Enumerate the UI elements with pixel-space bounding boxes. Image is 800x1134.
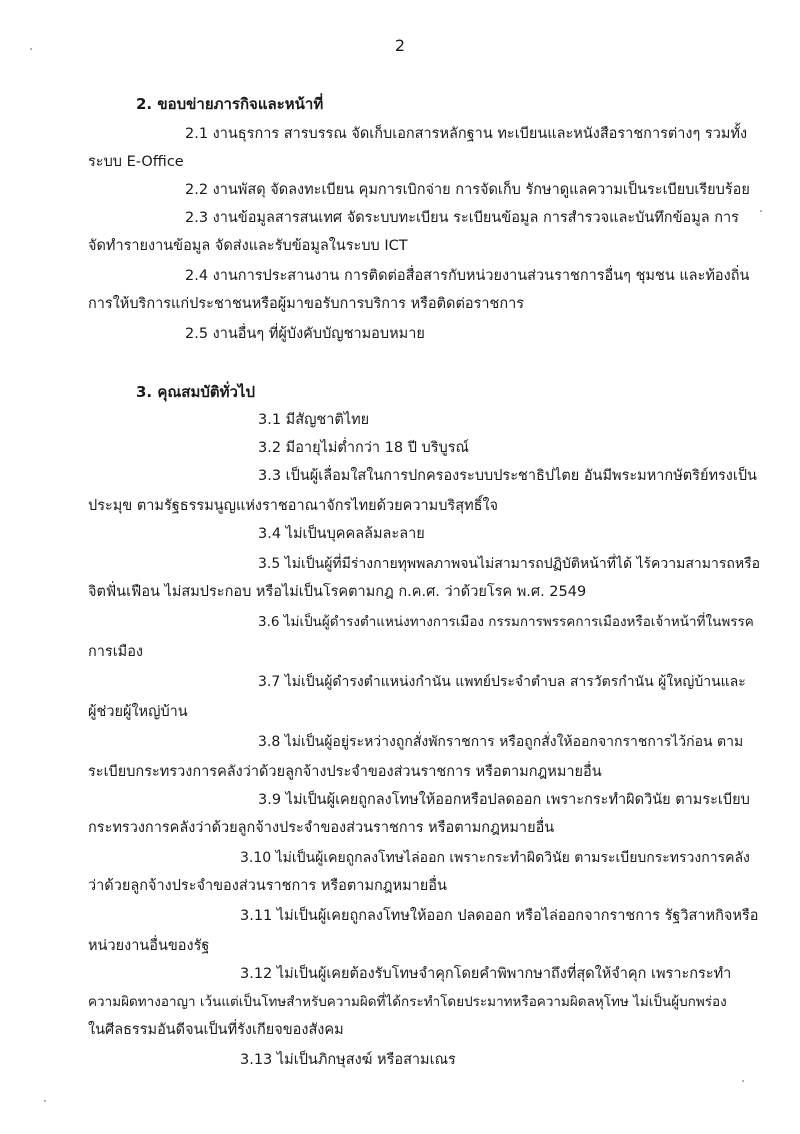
item-2-2-line-1: 2.2 งานพัสดุ จัดลงทะเบียน คุมการเบิกจ่าย การจัดเก็บ รักษาดูแลความเป็นระเบียบเรียบร้อย (185, 182, 750, 198)
item-3-13-line-1: 3.13 ไม่เป็นภิกษุสงฆ์ หรือสามเณร (240, 1052, 456, 1068)
item-3-6-line-1: 3.6 ไม่เป็นผู้ดำรงตำแหน่งทางการเมือง กรรมการพรรคการเมืองหรือเจ้าหน้าที่ในพรรค (258, 614, 754, 630)
section-2-heading: 2. ขอบข่ายภารกิจและหน้าที่ (136, 95, 324, 113)
item-3-10-line-2: ว่าด้วยลูกจ้างประจำของส่วนราชการ หรือตามกฎหมายอื่น (88, 878, 447, 894)
item-3-3-line-1: 3.3 เป็นผู้เลื่อมใสในการปกครองระบบประชาธิปไตย อันมีพระมหากษัตริย์ทรงเป็น (258, 468, 757, 484)
scan-speck (760, 210, 762, 212)
item-3-12-line-3: ในศีลธรรมอันดีจนเป็นที่รังเกียจของสังคม (88, 1022, 344, 1038)
item-3-8-line-1: 3.8 ไม่เป็นผู้อยู่ระหว่างถูกสั่งพักราชการ หรือถูกสั่งให้ออกจากราชการไว้ก่อน ตาม (258, 734, 744, 750)
item-2-5-line-1: 2.5 งานอื่นๆ ที่ผู้บังคับบัญชามอบหมาย (185, 326, 425, 342)
item-3-11-line-2: หน่วยงานอื่นของรัฐ (88, 938, 210, 954)
item-3-6-line-2: การเมือง (88, 644, 144, 660)
item-3-5-line-2: จิตฟั่นเฟือน ไม่สมประกอบ หรือไม่เป็นโรคตามกฎ ก.ค.ศ. ว่าด้วยโรค พ.ศ. 2549 (88, 584, 587, 600)
item-3-2-line-1: 3.2 มีอายุไม่ต่ำกว่า 18 ปี บริบูรณ์ (258, 440, 469, 456)
item-3-9-line-2: กระทรวงการคลังว่าด้วยลูกจ้างประจำของส่วนราชการ หรือตามกฎหมายอื่น (88, 820, 555, 836)
item-3-9-line-1: 3.9 ไม่เป็นผู้เคยถูกลงโทษให้ออกหรือปลดออก เพราะกระทำผิดวินัย ตามระเบียบ (258, 792, 750, 808)
scan-speck (742, 1080, 744, 1082)
item-3-1-line-1: 3.1 มีสัญชาติไทย (258, 412, 370, 428)
item-2-4-line-2: การให้บริการแก่ประชาชนหรือผู้มาขอรับการบริการ หรือติดต่อราชการ (88, 296, 525, 312)
item-3-7-line-1: 3.7 ไม่เป็นผู้ดำรงตำแหน่งกำนัน แพทย์ประจำตำบล สารวัตรกำนัน ผู้ใหญ่บ้านและ (258, 674, 746, 690)
item-2-3-line-1: 2.3 งานข้อมูลสารสนเทศ จัดระบบทะเบียน ระเบียนข้อมูล การสำรวจและบันทึกข้อมูล การ (185, 210, 739, 226)
item-3-12-line-2: ความผิดทางอาญา เว้นแต่เป็นโทษสำหรับความผิดที่ได้กระทำโดยประมาทหรือความผิดลหุโทษ ไม่เป็นผู้บกพร่อง (88, 994, 727, 1010)
item-2-4-line-1: 2.4 งานการประสานงาน การติดต่อสื่อสารกับหน่วยงานส่วนราชการอื่นๆ ชุมชน และท้องถิ่น (185, 268, 750, 284)
item-3-11-line-1: 3.11 ไม่เป็นผู้เคยถูกลงโทษให้ออก ปลดออก หรือไล่ออกจากราชการ รัฐวิสาหกิจหรือ (240, 908, 759, 924)
item-3-4-line-1: 3.4 ไม่เป็นบุคคลล้มละลาย (258, 526, 425, 542)
item-3-7-line-2: ผู้ช่วยผู้ใหญ่บ้าน (88, 704, 188, 720)
item-3-3-line-2: ประมุข ตามรัฐธรรมนูญแห่งราชอาณาจักรไทยด้วยความบริสุทธิ์ใจ (88, 498, 499, 514)
item-3-12-line-1: 3.12 ไม่เป็นผู้เคยต้องรับโทษจำคุกโดยคำพิพากษาถึงที่สุดให้จำคุก เพราะกระทำ (240, 966, 732, 982)
section-3-heading: 3. คุณสมบัติทั่วไป (136, 383, 255, 401)
item-3-5-line-1: 3.5 ไม่เป็นผู้ที่มีร่างกายทุพพลภาพจนไม่สามารถปฏิบัติหน้าที่ได้ ไร้ความสามารถหรือ (258, 556, 761, 572)
item-3-10-line-1: 3.10 ไม่เป็นผู้เคยถูกลงโทษไล่ออก เพราะกระทำผิดวินัย ตามระเบียบกระทรวงการคลัง (240, 850, 750, 866)
scan-speck (44, 1100, 46, 1102)
item-3-8-line-2: ระเบียบกระทรวงการคลังว่าด้วยลูกจ้างประจำของส่วนราชการ หรือตามกฎหมายอื่น (88, 764, 602, 780)
scan-speck (30, 48, 32, 50)
item-2-1-line-1: 2.1 งานธุรการ สารบรรณ จัดเก็บเอกสารหลักฐาน ทะเบียนและหนังสือราชการต่างๆ รวมทั้ง (185, 126, 748, 142)
page-number: 2 (394, 36, 406, 55)
item-2-1-line-2: ระบบ E-Office (88, 154, 184, 170)
item-2-3-line-2: จัดทำรายงานข้อมูล จัดส่งและรับข้อมูลในระบบ ICT (88, 238, 408, 254)
